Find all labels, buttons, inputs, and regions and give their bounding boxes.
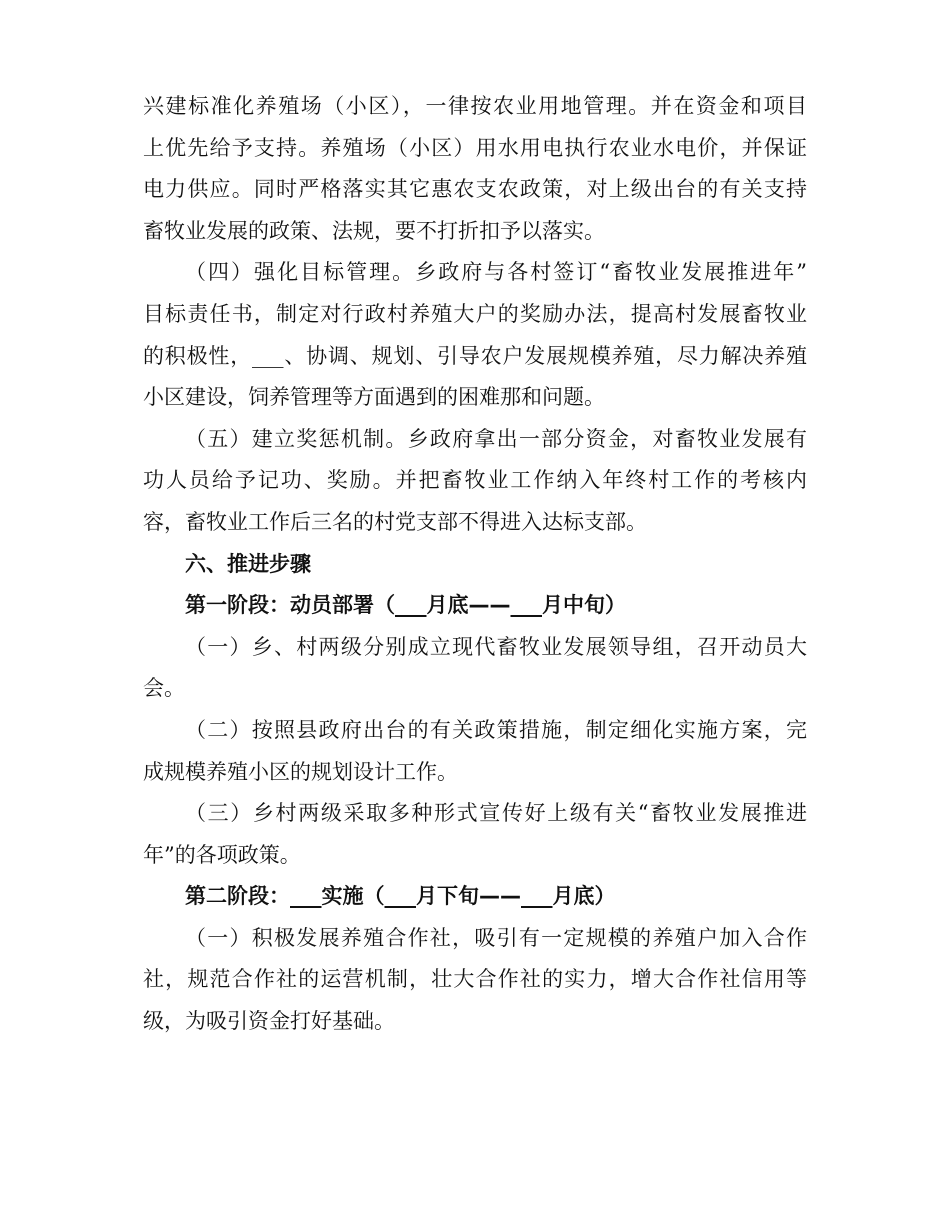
paragraph-line: 上优先给予支持。养殖场（小区）用水用电执行农业水电价，并保证 (143, 135, 807, 160)
section-heading: 六、推进步骤 (185, 551, 311, 576)
paragraph-line: 成规模养殖小区的规划设计工作。 (143, 759, 458, 784)
paragraph-line: （一）积极发展养殖合作社，吸引有一定规模的养殖户加入合作 (185, 925, 807, 950)
paragraph-line: 目标责任书，制定对行政村养殖大户的奖励办法，提高村发展畜牧业 (143, 301, 807, 326)
paragraph-line: 的积极性，___、协调、规划、引导农户发展规模养殖，尽力解决养殖 (143, 343, 807, 368)
paragraph-line: 社，规范合作社的运营机制，壮大合作社的实力，增大合作社信用等 (143, 967, 807, 992)
paragraph-line: （三）乡村两级采取多种形式宣传好上级有关“畜牧业发展推进 (185, 801, 807, 826)
paragraph-line: 年”的各项政策。 (143, 842, 301, 867)
paragraph-line: （一）乡、村两级分别成立现代畜牧业发展领导组，召开动员大 (185, 634, 807, 659)
paragraph-line: 会。 (143, 676, 185, 701)
paragraph-line: 畜牧业发展的政策、法规，要不打折扣予以落实。 (143, 218, 605, 243)
document-body (143, 86, 807, 1043)
paragraph-line: （二）按照县政府出台的有关政策措施，制定细化实施方案，完 (185, 717, 807, 742)
paragraph-line: 级，为吸引资金打好基础。 (143, 1009, 395, 1034)
stage-heading: 第一阶段：动员部署（___月底——___月中旬） (185, 593, 626, 618)
paragraph-line: 功人员给予记功、奖励。并把畜牧业工作纳入年终村工作的考核内 (143, 468, 807, 493)
stage-heading: 第二阶段：___实施（___月下旬——___月底） (185, 884, 616, 909)
paragraph-line: 容，畜牧业工作后三名的村党支部不得进入达标支部。 (143, 509, 647, 534)
paragraph-line: 电力供应。同时严格落实其它惠农支农政策，对上级出台的有关支持 (143, 177, 807, 202)
paragraph-line: 小区建设，饲养管理等方面遇到的困难那和问题。 (143, 385, 605, 410)
paragraph-line: （五）建立奖惩机制。乡政府拿出一部分资金，对畜牧业发展有 (185, 426, 807, 451)
paragraph-line: （四）强化目标管理。乡政府与各村签订“畜牧业发展推进年” (185, 260, 807, 285)
paragraph-line: 兴建标准化养殖场（小区），一律按农业用地管理。并在资金和项目 (143, 94, 807, 118)
